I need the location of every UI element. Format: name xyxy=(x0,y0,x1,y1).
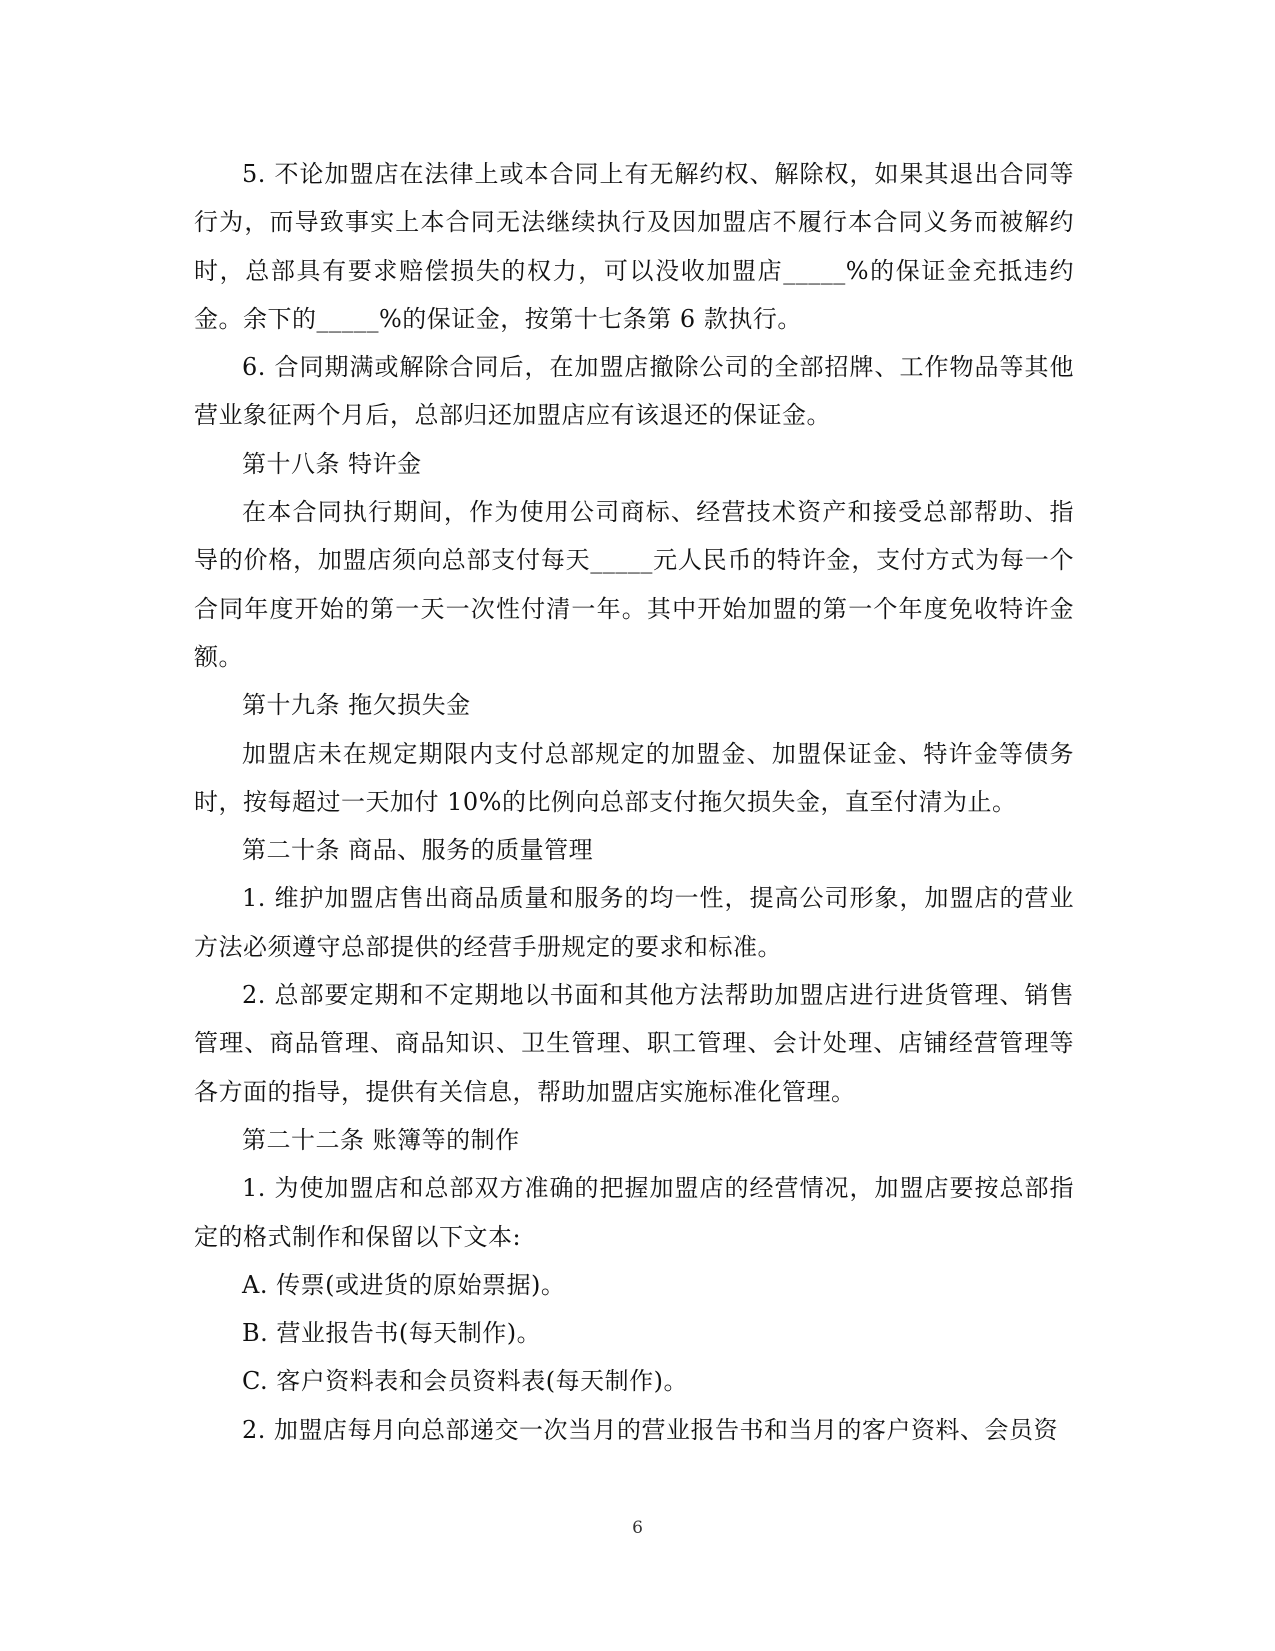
article-18-heading: 第十八条 特许金 xyxy=(242,449,422,478)
paragraph-6: 6. 合同期满或解除合同后，在加盟店撤除公司的全部招牌、工作物品等其他营业象征两个月后，总部归还加盟店应有该退还的保证金。 xyxy=(194,353,1074,430)
article-20-item-1: 1. 维护加盟店售出商品质量和服务的均一性，提高公司形象，加盟店的营业方法必须遵守总部提供的经营手册规定的要求和标准。 xyxy=(194,884,1074,961)
article-22-heading: 第二十二条 账簿等的制作 xyxy=(242,1125,520,1154)
article-22-item-c: C. 客户资料表和会员资料表(每天制作)。 xyxy=(242,1367,688,1396)
document-body xyxy=(194,150,1074,1454)
article-19-body: 加盟店未在规定期限内支付总部规定的加盟金、加盟保证金、特许金等债务时，按每超过一天加付 10%的比例向总部支付拖欠损失金，直至付清为止。 xyxy=(194,739,1074,816)
article-22-item-1: 1. 为使加盟店和总部双方准确的把握加盟店的经营情况，加盟店要按总部指定的格式制作和保留以下文本: xyxy=(194,1174,1074,1251)
article-18-body: 在本合同执行期间，作为使用公司商标、经营技术资产和接受总部帮助、指导的价格，加盟店须向总部支付每天_____元人民币的特许金，支付方式为每一个合同年度开始的第一天一次性付清一年。其中开始加盟的第一个年度免收特许金额。 xyxy=(194,498,1074,671)
article-19-heading: 第十九条 拖欠损失金 xyxy=(242,691,471,720)
article-20-heading: 第二十条 商品、服务的质量管理 xyxy=(242,836,594,865)
article-22-item-b: B. 营业报告书(每天制作)。 xyxy=(242,1319,542,1348)
page-number: 6 xyxy=(632,1518,643,1538)
article-20-item-2: 2. 总部要定期和不定期地以书面和其他方法帮助加盟店进行进货管理、销售管理、商品管理、商品知识、卫生管理、职工管理、会计处理、店铺经营管理等各方面的指导，提供有关信息，帮助加盟店实施标准化管理。 xyxy=(194,981,1074,1106)
article-22-item-2: 2. 加盟店每月向总部递交一次当月的营业报告书和当月的客户资料、会员资 xyxy=(242,1415,1059,1444)
paragraph-5: 5. 不论加盟店在法律上或本合同上有无解约权、解除权，如果其退出合同等行为，而导致事实上本合同无法继续执行及因加盟店不履行本合同义务而被解约时，总部具有要求赔偿损失的权力，可以没收加盟店_____%的保证金充抵违约金。余下的_____%的保证金，按第十七条第 6 款执行。 xyxy=(194,160,1074,333)
article-22-item-a: A. 传票(或进货的原始票据)。 xyxy=(242,1270,566,1299)
